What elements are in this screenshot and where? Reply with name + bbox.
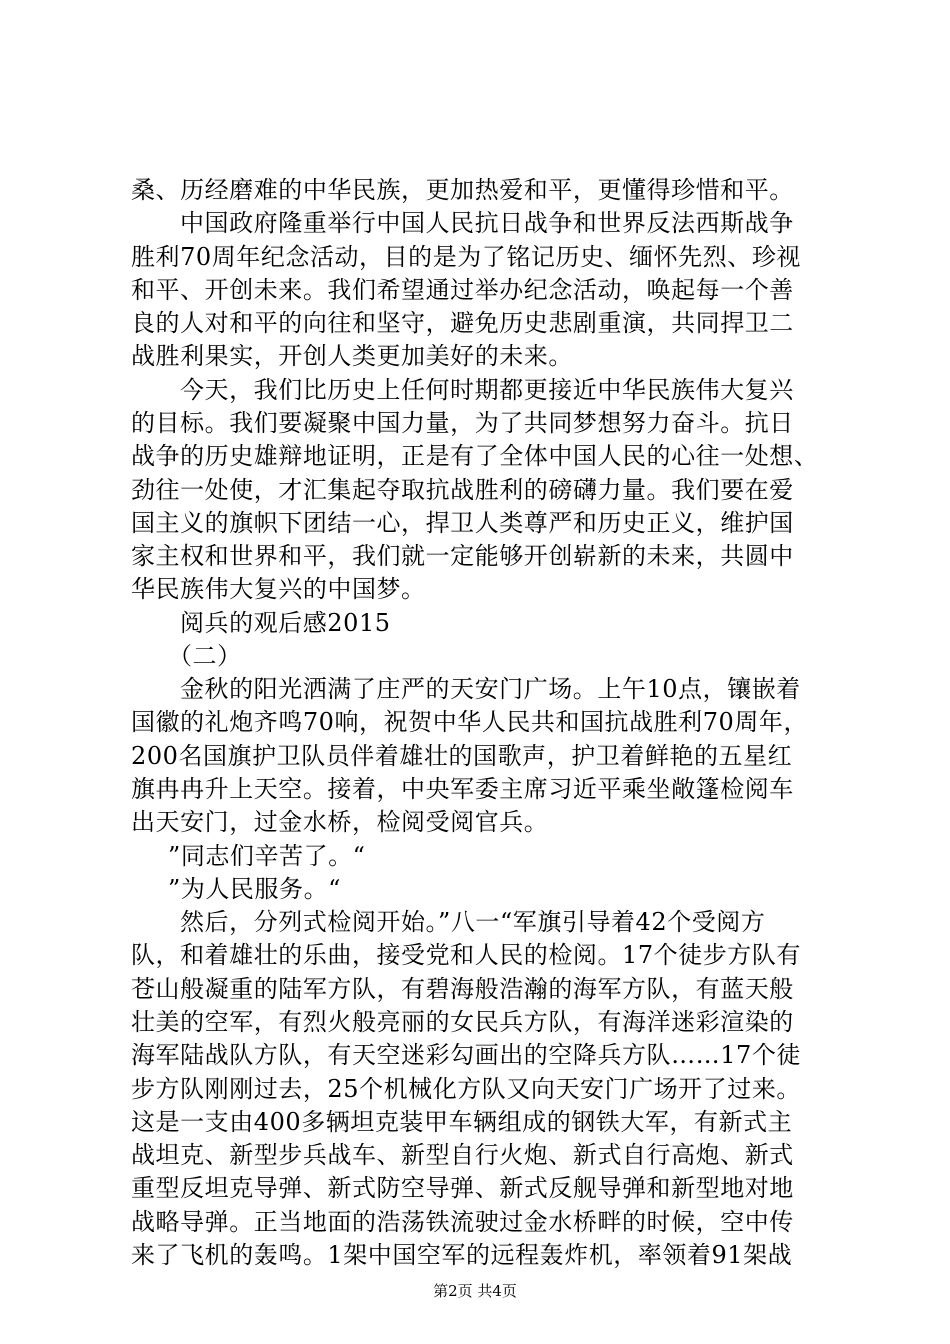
text-line: 华民族伟大复兴的中国梦。 <box>131 575 426 603</box>
text-line: 然后，分列式检阅开始。”八一“军旗引导着42个受阅方 <box>180 908 766 936</box>
text-line: 队，和着雄壮的乐曲，接受党和人民的检阅。17个徒步方队有 <box>131 941 801 969</box>
text-line: 的目标。我们要凝聚中国力量，为了共同梦想努力奋斗。抗日 <box>131 409 794 437</box>
text-line: 战争的历史雄辩地证明，正是有了全体中国人民的心往一处想、 <box>131 442 819 470</box>
text-line: 国徽的礼炮齐鸣70响，祝贺中华人民共和国抗战胜利70周年， <box>131 708 809 736</box>
section-number: （二） <box>168 642 242 670</box>
text-line: 战略导弹。正当地面的浩荡铁流驶过金水桥畔的时候，空中传 <box>131 1208 794 1236</box>
text-line: 和平、开创未来。我们希望通过举办纪念活动，唤起每一个善 <box>131 276 794 304</box>
quote-line: ”为人民服务。“ <box>168 875 341 903</box>
text-line: 来了飞机的轰鸣。1架中国空军的远程轰炸机，率领着91架战 <box>131 1241 793 1269</box>
text-line: 桑、历经磨难的中华民族，更加热爱和平，更懂得珍惜和平。 <box>131 176 794 204</box>
text-line: 这是一支由400多辆坦克装甲车辆组成的钢铁大军，有新式主 <box>131 1108 793 1136</box>
quote-line: ”同志们辛苦了。“ <box>168 842 366 870</box>
text-line: 劲往一处使，才汇集起夺取抗战胜利的磅礴力量。我们要在爱 <box>131 476 794 504</box>
text-line: 壮美的空军，有烈火般亮丽的女民兵方队，有海洋迷彩渲染的 <box>131 1008 794 1036</box>
text-line: 旗冉冉升上天空。接着，中央军委主席习近平乘坐敞篷检阅车 <box>131 775 794 803</box>
text-line: 金秋的阳光洒满了庄严的天安门广场。上午10点，镶嵌着 <box>180 675 801 703</box>
text-line: 良的人对和平的向往和坚守，避免历史悲剧重演，共同捍卫二 <box>131 309 794 337</box>
text-line: 胜利70周年纪念活动，目的是为了铭记历史、缅怀先烈、珍视 <box>131 243 801 271</box>
text-line: 国主义的旗帜下团结一心，捍卫人类尊严和历史正义，维护国 <box>131 509 794 537</box>
text-line: 战坦克、新型步兵战车、新型自行火炮、新式自行高炮、新式 <box>131 1141 794 1169</box>
text-line: 步方队刚刚过去，25个机械化方队又向天安门广场开了过来。 <box>131 1075 801 1103</box>
text-line: 苍山般凝重的陆军方队，有碧海般浩瀚的海军方队，有蓝天般 <box>131 975 794 1003</box>
text-line: 200名国旗护卫队员伴着雄壮的国歌声，护卫着鲜艳的五星红 <box>131 742 793 770</box>
page-footer: 第2页 共4页 <box>433 1282 517 1300</box>
text-line: 战胜利果实，开创人类更加美好的未来。 <box>131 342 573 370</box>
text-line: 海军陆战队方队，有天空迷彩勾画出的空降兵方队……17个徒 <box>131 1041 801 1069</box>
text-line: 中国政府隆重举行中国人民抗日战争和世界反法西斯战争 <box>180 209 794 237</box>
text-line: 出天安门，过金水桥，检阅受阅官兵。 <box>131 808 549 836</box>
text-line: 家主权和世界和平，我们就一定能够开创崭新的未来，共圆中 <box>131 542 794 570</box>
section-title: 阅兵的观后感2015 <box>180 609 391 637</box>
text-line: 今天，我们比历史上任何时期都更接近中华民族伟大复兴 <box>180 376 794 404</box>
text-line: 重型反坦克导弹、新式防空导弹、新式反舰导弹和新型地对地 <box>131 1174 794 1202</box>
